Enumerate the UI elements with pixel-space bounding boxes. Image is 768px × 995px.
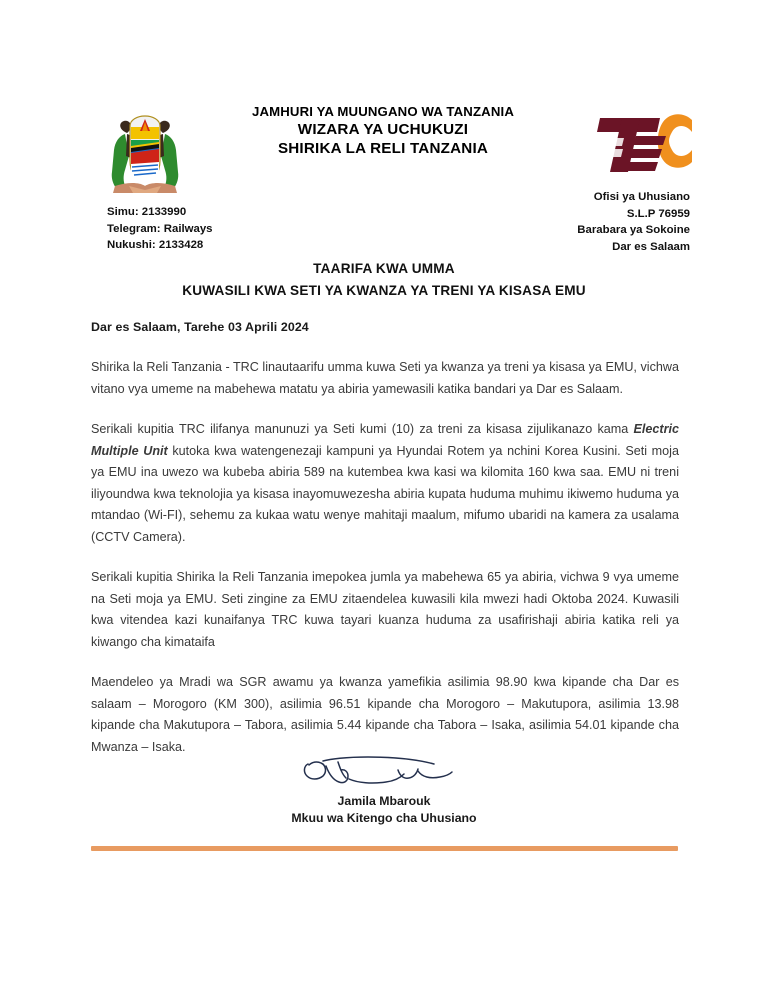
notice-title [0,258,768,302]
office-name: Ofisi ya Uhusiano [593,191,690,203]
notice-title-line-1: TAARIFA KWA UMMA [313,261,455,276]
letterhead [0,0,768,157]
paragraph-2-emphasis: Electric Multiple Unit [91,422,679,458]
dateline: Dar es Salaam, Tarehe 03 Aprili 2024 [91,320,309,334]
paragraph-2-part-2: kutoka kwa watengenezaji kampuni ya Hyundai Rotem ya nchini Korea Kusini. Seti moja ya EMU ina uwezo wa kubeba abiria 589 na kutembea kwa kasi wa kilomita 160 kwa saa. EMU ni treni iliyoundwa kwa teknolojia ya kisasa inayomuwezesha abiria kupata huduma muhimu ikiwemo huduma ya mtandao (Wi-FI), sehemu za kukaa watu wenye mahitaji maalum, mifumo ubaridi na kamera za usalama (CCTV Camera). [91,443,679,544]
city: Dar es Salaam [612,240,690,253]
fax-number: Nukushi: 2133428 [107,239,204,251]
street-address: Barabara ya Sokoine [577,224,690,236]
paragraph-2 [91,419,679,548]
phone-number: Simu: 2133990 [107,206,187,218]
organisation-titles [200,103,566,158]
contact-details-right [577,189,690,255]
notice-title-line-2: KUWASILI KWA SETI YA KWANZA YA TRENI YA KISASA EMU [182,283,586,298]
org-title-line-3: SHIRIKA LA RELI TANZANIA [277,140,489,157]
footer-divider [91,846,678,851]
telegram-address: Telegram: Railways [107,222,213,235]
org-title-line-1: JAMHURI YA MUUNGANO WA TANZANIA [251,104,515,119]
document-body [91,320,679,758]
signatory-title: Mkuu wa Kitengo cha Uhusiano [291,811,477,825]
signature-block [0,752,768,827]
trc-logo-icon [588,102,700,180]
paragraph-2-part-1: Serikali kupitia TRC ilifanya manunuzi ya Seti kumi (10) za treni za kisasa zijulikanazo kama [91,422,634,436]
signatory-name: Jamila Mbarouk [337,794,431,808]
handwritten-signature-icon [0,752,768,792]
po-box: S.L.P 76959 [626,207,690,220]
paragraph-3: Serikali kupitia Shirika la Reli Tanzania imepokea jumla ya mabehewa 65 ya abiria, vichwa 9 vya umeme na Seti moja ya EMU. Seti zingine za EMU zitaendelea kuwasili kila mwezi hadi Oktoba 2024. Kuwasili kwa vitendea kazi kunaifanya TRC kuwa tayari kuanza huduma za usafirishaji abiria katika reli ya kiwango cha kimataifa [91,570,679,649]
paragraph-4: Maendeleo ya Mradi wa SGR awamu ya kwanza yamefikia asilimia 98.90 kwa kipande cha Dar es salaam – Morogoro (KM 300), asilimia 96.51 kipande cha Morogoro – Makutupora, asilimia 13.98 kipande cha Makutupora – Tabora, asilimia 5.44 kipande cha Tabora – Isaka, asilimia 54.01 kipande cha Mwanza – Isaka. [91,675,679,754]
contact-details-left [107,204,213,254]
org-title-line-2: WIZARA YA UCHUKUZI [297,121,469,138]
paragraph-1: Shirika la Reli Tanzania - TRC linautaarifu umma kuwa Seti ya kwanza ya treni ya kisasa ya EMU, vichwa vitano vya umeme na mabehewa matatu ya abiria yamewasili katika bandari ya Dar es Salaam. [91,360,679,396]
tanzania-coat-of-arms-icon [99,98,191,196]
